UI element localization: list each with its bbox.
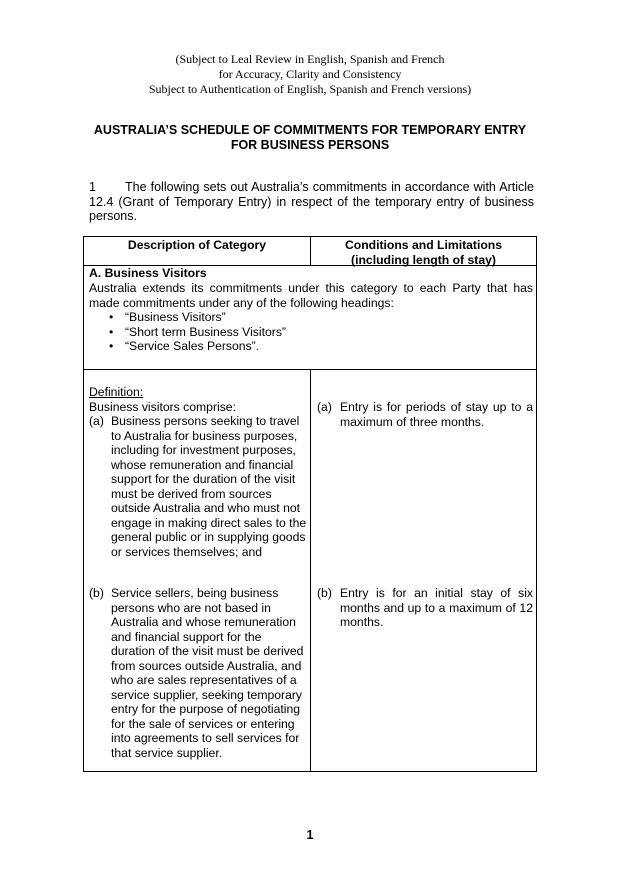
item-description: Service sellers, being business persons who are not based in Australia and whose remuneration and financial support for the duration of the visit must be derived from sources outside Australia, and who are sales representatives of a service supplier, seeking temporary entry for the purpose of negotiating for the sale of services or entering into agreements to sell services for that service supplier. xyxy=(111,586,304,760)
list-item: • “Business Visitors” xyxy=(107,310,286,325)
item-condition: Entry is for periods of stay up to a maximum of three months. xyxy=(340,400,533,429)
item-label: (a) xyxy=(317,400,332,414)
section-a-text: Australia extends its commitments under this category to each Party that has made commitments under any of the following headings: xyxy=(89,281,533,310)
column-header-conditions xyxy=(311,238,536,267)
review-note-line-2: for Accuracy, Clarity and Consistency xyxy=(218,67,402,81)
column-header-conditions-line-2: (including length of stay) xyxy=(351,252,496,267)
column-header-conditions-line-1: Conditions and Limitations xyxy=(344,238,503,252)
document-title-line-1: AUSTRALIA’S SCHEDULE OF COMMITMENTS FOR TEMPORARY ENTRY xyxy=(93,123,527,137)
body-column-divider xyxy=(310,369,311,772)
definition-intro: Business visitors comprise: xyxy=(89,400,236,414)
review-note-line-3: Subject to Authentication of English, Spanish and French versions) xyxy=(148,82,472,96)
definition-label: Definition: xyxy=(89,385,144,399)
document-title-line-2: FOR BUSINESS PERSONS xyxy=(230,138,390,152)
column-header-description: Description of Category xyxy=(127,238,267,252)
list-item: • “Short term Business Visitors” xyxy=(107,325,286,340)
paragraph-number: 1 xyxy=(89,180,96,194)
page-number: 1 xyxy=(306,828,314,842)
intro-paragraph xyxy=(89,180,534,224)
item-label: (b) xyxy=(89,586,104,600)
intro-text: The following sets out Australia’s commitments in accordance with Article 12.4 (Grant of Temporary Entry) in respect of the temporary entry of business persons. xyxy=(89,180,534,223)
review-note-line-1: (Subject to Leal Review in English, Spanish and French xyxy=(175,52,445,66)
item-label: (b) xyxy=(317,586,332,600)
section-a-headings-list xyxy=(107,310,286,354)
item-condition: Entry is for an initial stay of six months and up to a maximum of 12 months. xyxy=(340,586,533,629)
section-a-title: A. Business Visitors xyxy=(89,266,207,280)
item-label: (a) xyxy=(89,414,104,428)
item-description: Business persons seeking to travel to Australia for business purposes, including for investment purposes, whose remuneration and financial support for the duration of the visit must be derived from sources outside Australia and who must not engage in making direct sales to the general public or in supplying goods or services themselves; and xyxy=(111,414,307,559)
list-item: • “Service Sales Persons”. xyxy=(107,339,286,354)
